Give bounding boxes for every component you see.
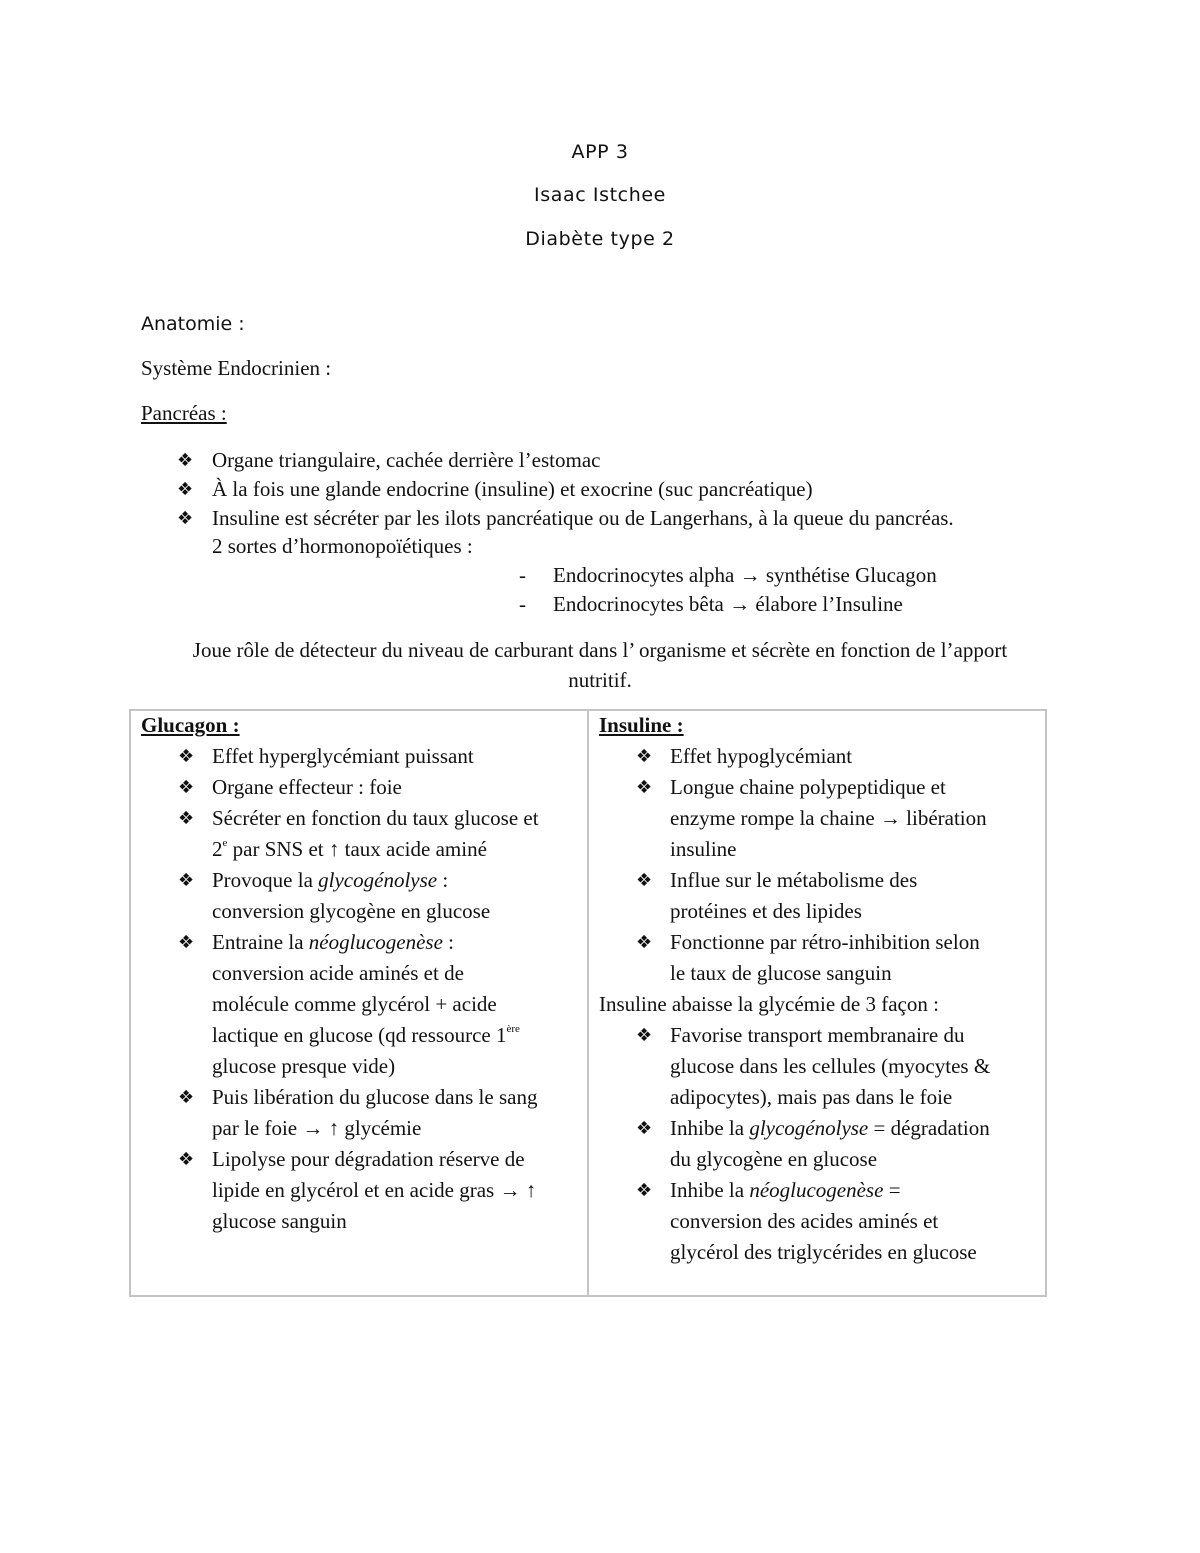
diamond-bullet-icon: ❖ (177, 508, 194, 529)
diamond-bullet-icon: ❖ (177, 450, 194, 471)
list-item: ❖ Effet hyperglycémiant puissant (141, 741, 586, 772)
list-item: ❖ Entraine la néoglucogenèse : conversion acide aminés et de molécule comme glycérol + acide lactique en glucose (qd ressource 1ère glucose presque vide) (141, 927, 586, 1082)
list-item: ❖ Favorise transport membranaire du glucose dans les cellules (myocytes & adipocytes), mais pas dans le foie (599, 1020, 1044, 1113)
doc-title: APP 3 (571, 141, 629, 163)
insuline-cell (599, 710, 1044, 1268)
diamond-bullet-icon: ❖ (177, 479, 194, 500)
diamond-bullet-icon: ❖ (636, 932, 653, 953)
paragraph-line-2: nutritif. (568, 668, 632, 692)
doc-author: Isaac Istchee (534, 184, 666, 206)
diamond-bullet-icon: ❖ (178, 1087, 195, 1108)
diamond-bullet-icon: ❖ (178, 777, 195, 798)
insuline-subheading: Insuline abaisse la glycémie de 3 façon : (599, 992, 939, 1016)
list-item: ❖ Lipolyse pour dégradation réserve de lipide en glycérol et en acide gras → ↑ glucose sanguin (141, 1144, 586, 1237)
list-item: ❖ Puis libération du glucose dans le sang par le foie → ↑ glycémie (141, 1082, 586, 1144)
diamond-bullet-icon: ❖ (636, 1025, 653, 1046)
glucagon-cell (141, 710, 586, 1237)
list-item: ❖ Effet hypoglycémiant (599, 741, 1044, 772)
diamond-bullet-icon: ❖ (178, 870, 195, 891)
bullet-continuation: 2 sortes d’hormonopoïétiques : (212, 534, 473, 558)
list-item: ❖ Provoque la glycogénolyse : conversion glycogène en glucose (141, 865, 586, 927)
section-organ: Pancréas : (141, 401, 227, 425)
table-divider (587, 709, 589, 1297)
list-item: ❖ Organe effecteur : foie (141, 772, 586, 803)
diamond-bullet-icon: ❖ (178, 746, 195, 767)
list-item: ❖ Inhibe la néoglucogenèse = conversion des acides aminés et glycérol des triglycérides en glucose (599, 1175, 1044, 1268)
list-item: ❖ Sécréter en fonction du taux glucose et 2e par SNS et ↑ taux acide aminé (141, 803, 586, 865)
glucagon-heading: Glucagon : (141, 713, 240, 737)
list-item: ❖ Fonctionne par rétro-inhibition selon le taux de glucose sanguin (599, 927, 1044, 989)
diamond-bullet-icon: ❖ (178, 1149, 195, 1170)
diamond-bullet-icon: ❖ (178, 808, 195, 829)
section-system: Système Endocrinien : (141, 356, 332, 380)
insuline-heading: Insuline : (599, 713, 684, 737)
doc-subject: Diabète type 2 (525, 228, 675, 250)
diamond-bullet-icon: ❖ (178, 932, 195, 953)
list-item: ❖ Inhibe la glycogénolyse = dégradation du glycogène en glucose (599, 1113, 1044, 1175)
diamond-bullet-icon: ❖ (636, 777, 653, 798)
diamond-bullet-icon: ❖ (636, 1118, 653, 1139)
diamond-bullet-icon: ❖ (636, 1180, 653, 1201)
list-item: ❖ Longue chaine polypeptidique et enzyme rompe la chaine → libération insuline (599, 772, 1044, 865)
diamond-bullet-icon: ❖ (636, 870, 653, 891)
paragraph-line-1: Joue rôle de détecteur du niveau de carburant dans l’ organisme et sécrète en fonction de l’apport (192, 638, 1008, 662)
list-item: ❖ Influe sur le métabolisme des protéines et des lipides (599, 865, 1044, 927)
diamond-bullet-icon: ❖ (636, 746, 653, 767)
section-anatomy: Anatomie : (141, 313, 245, 335)
